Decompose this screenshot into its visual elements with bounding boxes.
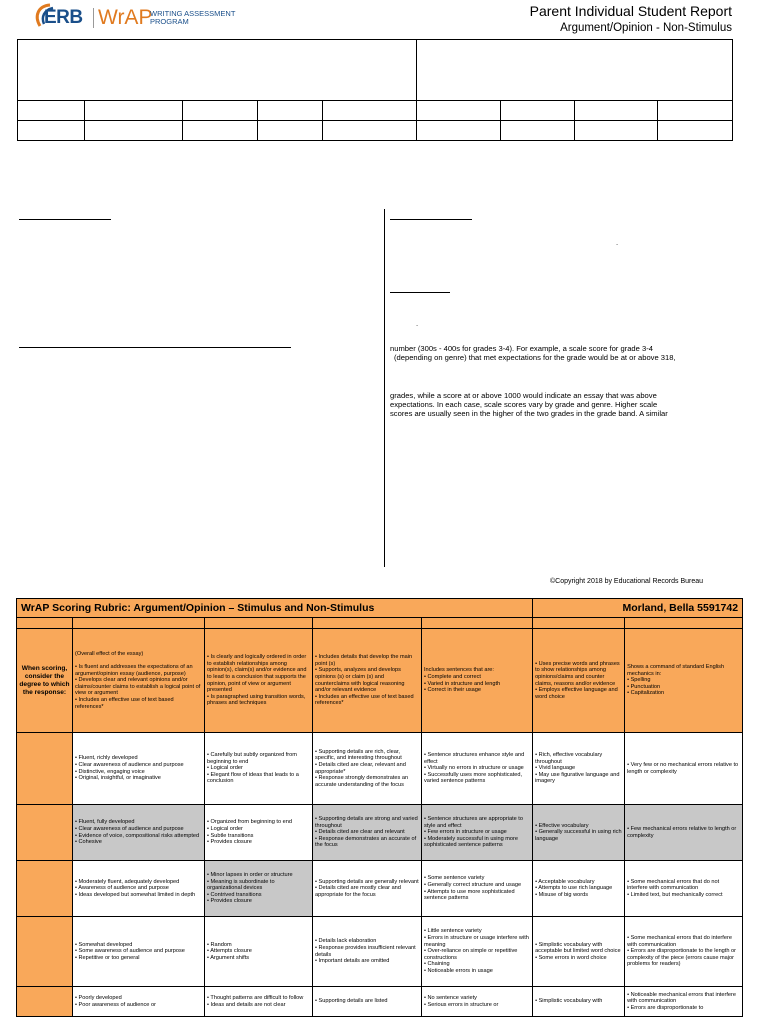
left-heading-rule-2 [19, 347, 291, 348]
criteria-word-choice [533, 629, 625, 733]
score-level-cell [17, 917, 73, 987]
descriptor-item: • May use figurative language and imagery [535, 771, 620, 785]
criteria-item: • Includes an effective use of text based references* [315, 693, 414, 707]
descriptor-item: • Ideas developed but somewhat limited in depth [75, 891, 196, 898]
stray-dot-1: . [616, 238, 619, 247]
rubric-descriptor-cell [73, 861, 205, 917]
criteria-item: (Overall effect of the essay) [75, 650, 144, 657]
scale-score-line-1: number (300s - 400s for grades 3-4). For example, a scale score for grade 3-4 [390, 344, 653, 353]
descriptor-item: • Fluent, richly developed [75, 755, 138, 762]
grades-line-2: expectations. In each case, scale scores vary by grade and genre. Higher scale [390, 400, 658, 409]
criteria-item: • Correct in their usage [424, 687, 481, 694]
right-heading-rule-1 [390, 219, 472, 220]
descriptor-item: • Provides closure [207, 898, 252, 905]
descriptor-item: • Vivid language [535, 765, 576, 772]
descriptor-item: • Clear awareness of audience and purpose [75, 825, 184, 832]
rubric-descriptor-cell [625, 987, 743, 1017]
grades-paragraph [390, 391, 740, 418]
rubric-descriptor-cell [73, 805, 205, 861]
rubric-descriptor-cell [533, 861, 625, 917]
descriptor-item: • Effective vocabulary [535, 822, 589, 829]
criteria-overall [73, 629, 205, 733]
descriptor-item: • Few mechanical errors relative to length or complexity [627, 825, 737, 839]
descriptor-item: • Cohesive [75, 839, 102, 846]
descriptor-item: • Serious errors in structure or [424, 1001, 499, 1008]
criteria-item: • Includes an effective use of text based references* [75, 696, 174, 710]
criteria-item: • Varied in structure and length [424, 680, 501, 687]
criteria-sentence-structure [422, 629, 533, 733]
rubric-criteria-row [17, 629, 743, 733]
descriptor-item: • Generally successful in using rich language [535, 829, 622, 842]
descriptor-item: • Some errors in word choice [535, 954, 607, 961]
scale-score-paragraph [390, 344, 740, 362]
grades-line-3: scores are usually seen in the higher of the two grades in the grade band. A similar [390, 409, 668, 418]
rubric-descriptor-cell [205, 733, 313, 805]
descriptor-item: • Organized from beginning to end [207, 819, 292, 826]
descriptor-item: • Acceptable vocabulary [535, 878, 595, 885]
rubric-criteria-label: When scoring, consider the degree to which the response: [17, 629, 73, 733]
descriptor-item: • Logical order [207, 825, 243, 832]
criteria-item: Includes sentences that are: [424, 667, 494, 674]
rubric-descriptor-cell [422, 917, 533, 987]
descriptor-item: • Very few or no mechanical errors relative to length or complexity [627, 761, 739, 775]
descriptor-item: • Original, insightful, or imaginative [75, 775, 161, 782]
descriptor-item: • Attempts to use rich language [535, 885, 613, 892]
rubric-descriptor-cell [313, 987, 422, 1017]
descriptor-item: • No sentence variety [424, 994, 477, 1001]
descriptor-item: • Somewhat developed [75, 941, 133, 948]
wrap-logo-subtitle-line1: WRITING ASSESSMENT [150, 9, 236, 18]
descriptor-item: • Important details are omitted [315, 958, 390, 965]
descriptor-item: • Errors are disproportionate to [627, 1004, 704, 1011]
criteria-item: • Supports, analyzes and develops opinions (s) or claim (s) and counterclaims with logical reasoning and/or relevant evidence [315, 667, 405, 694]
criteria-mechanics [625, 629, 743, 733]
descriptor-item: • Response strongly demonstrates an accurate understanding of the focus [315, 775, 409, 788]
descriptor-item: • Some sentence variety [424, 875, 485, 882]
descriptor-item: • Evidence of voice, compositional risks attempted [75, 832, 200, 839]
descriptor-item: • Clear awareness of audience and purpose [75, 761, 184, 768]
rubric-descriptor-cell [625, 917, 743, 987]
descriptor-item: • Fluent, fully developed [75, 819, 135, 826]
descriptor-item: • Attempts to use more sophisticated sentence patterns [424, 888, 515, 902]
logo-divider [93, 8, 94, 28]
rubric-title: WrAP Scoring Rubric: Argument/Opinion – Stimulus and Non-Stimulus [17, 599, 533, 618]
descriptor-item: • Minor lapses in order or structure [207, 872, 293, 879]
descriptor-item: • Misuse of big words [535, 891, 589, 898]
descriptor-item: • Limited text, but mechanically correct [627, 891, 723, 898]
descriptor-item: • Noticeable mechanical errors that interfere with communication [627, 991, 736, 1005]
rubric-descriptor-cell [313, 917, 422, 987]
descriptor-item: • Repetitive or too general [75, 954, 140, 961]
report-title: Parent Individual Student Report [529, 3, 732, 19]
criteria-item: • Punctuation [627, 683, 661, 690]
criteria-item: • Employs effective language and word choice [535, 687, 618, 700]
descriptor-item: • Contrived transitions [207, 891, 262, 898]
criteria-item: • Includes details that develop the main point (s) [315, 654, 413, 667]
criteria-item: • Capitalization [627, 690, 665, 697]
descriptor-item: • Generally correct structure and usage [424, 881, 522, 888]
rubric-score-row [17, 861, 743, 917]
rubric-descriptor-cell [533, 733, 625, 805]
rubric-descriptor-cell [313, 861, 422, 917]
descriptor-item: • Little sentence variety [424, 928, 482, 935]
criteria-support [313, 629, 422, 733]
rubric-descriptor-cell [73, 733, 205, 805]
descriptor-item: • Response demonstrates an accurate of the focus [315, 835, 417, 849]
rubric-descriptor-cell [533, 917, 625, 987]
descriptor-item: • Moderately successful in using more sophisticated sentence patterns [424, 835, 518, 849]
rubric-score-row [17, 733, 743, 805]
descriptor-item: • Awareness of audience and purpose [75, 885, 169, 892]
descriptor-item: • Supporting details are generally relevant [315, 878, 419, 885]
descriptor-item: • Simplistic vocabulary with acceptable but limited word choice [535, 941, 621, 955]
criteria-item: • Uses precise words and phrases to show relationships among opinions/claims and counter claims, reasons and/or evidence [535, 660, 620, 687]
wrap-logo-subtitle [150, 10, 235, 26]
rubric-title-row [17, 599, 743, 618]
descriptor-item: • Errors in structure or usage interfere with meaning [424, 935, 529, 948]
grades-line-1: grades, while a score at or above 1000 would indicate an essay that was above [390, 391, 657, 400]
descriptor-item: • Details lack elaboration [315, 938, 377, 945]
rubric-descriptor-cell [73, 987, 205, 1017]
descriptor-item: • Details cited are mostly clear and appropriate for the focus [315, 885, 401, 898]
student-name-id: Morland, Bella 5591742 [533, 599, 743, 618]
rubric-descriptor-cell [422, 733, 533, 805]
wrap-logo-text: WrAP [98, 6, 153, 29]
descriptor-item: • Random [207, 941, 232, 948]
report-subtitle: Argument/Opinion - Non-Stimulus [560, 22, 732, 34]
rubric-descriptor-cell [313, 805, 422, 861]
score-level-cell [17, 733, 73, 805]
descriptor-item: • Distinctive, engaging voice [75, 768, 145, 775]
erb-wrap-logo [30, 2, 260, 32]
descriptor-item: • Sentence structures enhance style and effect [424, 752, 525, 765]
descriptor-item: • Noticeable errors in usage [424, 967, 493, 974]
rubric-descriptor-cell [533, 805, 625, 861]
score-level-cell [17, 805, 73, 861]
criteria-item: • Is fluent and addresses the expectations of an argument/opinion essay (audience, purpose) [75, 664, 193, 677]
criteria-item: Shows a command of standard English mechanics in: [627, 664, 725, 677]
criteria-item: • Develops clear and relevant opinions and/or claims/counter claims to establish a logical point of view or argument [75, 677, 201, 697]
criteria-item: • Is clearly and logically ordered in order to establish relationships among opinion(s), claim(s) and/or evidence and to lead to a conclusion that supports the opinion, point of view or argument presented [207, 654, 307, 694]
rubric-descriptor-cell [625, 861, 743, 917]
descriptor-item: • Attempts closure [207, 948, 252, 955]
rubric-spacer-row [17, 618, 743, 629]
column-divider [384, 209, 385, 567]
rubric-descriptor-cell [205, 861, 313, 917]
descriptor-item: • Few errors in structure or usage [424, 829, 507, 836]
descriptor-item: • Poor awareness of audience or [75, 1001, 156, 1008]
descriptor-item: • Logical order [207, 765, 243, 772]
left-heading-rule-1 [19, 219, 111, 220]
rubric-score-row [17, 805, 743, 861]
descriptor-item: • Poorly developed [75, 994, 122, 1001]
descriptor-item: • Errors are disproportionate to the length or complexity of the piece (errors cause major problems for readers) [627, 948, 736, 968]
descriptor-item: • Argument shifts [207, 954, 250, 961]
descriptor-item: • Successfully uses more sophisticated, varied sentence patterns [424, 771, 523, 785]
descriptor-item: • Virtually no errors in structure or usage [424, 765, 524, 772]
rubric-descriptor-cell [205, 917, 313, 987]
score-level-cell [17, 861, 73, 917]
stray-dot-2: . [416, 319, 419, 328]
descriptor-item: • Subtle transitions [207, 832, 254, 839]
rubric-score-row [17, 917, 743, 987]
rubric-descriptor-cell [422, 805, 533, 861]
descriptor-item: • Details cited are clear and relevant [315, 829, 405, 836]
criteria-item: • Is paragraphed using transition words, phrases and techniques [207, 693, 306, 707]
descriptor-item: • Details cited are clear, relevant and appropriate* [315, 761, 406, 775]
descriptor-item: • Elegant flow of ideas that leads to a conclusion [207, 771, 299, 785]
criteria-item: • Complete and correct [424, 673, 481, 680]
rubric-descriptor-cell [533, 987, 625, 1017]
descriptor-item: • Carefully but subtly organized from beginning to end [207, 752, 297, 765]
rubric-descriptor-cell [422, 987, 533, 1017]
descriptor-item: • Supporting details are rich, clear, specific, and interesting throughout [315, 748, 402, 762]
descriptor-item: • Meaning is subordinate to organizational devices [207, 878, 275, 892]
right-heading-rule-2 [390, 292, 450, 293]
criteria-organization [205, 629, 313, 733]
rubric-descriptor-cell [625, 805, 743, 861]
criteria-item: • Spelling [627, 677, 651, 684]
rubric-descriptor-cell [73, 917, 205, 987]
rubric-descriptor-cell [205, 805, 313, 861]
copyright-notice: ©Copyright 2018 by Educational Records Bureau [550, 578, 704, 585]
descriptor-item: • Some awareness of audience and purpose [75, 948, 185, 955]
scoring-rubric-table [16, 598, 743, 1017]
score-level-cell [17, 987, 73, 1017]
descriptor-item: • Some mechanical errors that do not interfere with communication [627, 878, 720, 892]
wrap-logo-subtitle-line2: PROGRAM [150, 17, 189, 26]
descriptor-item: • Moderately fluent, adequately developed [75, 878, 180, 885]
scale-score-line-2: (depending on genre) that met expectations for the grade would be at or above 318, [394, 353, 676, 362]
erb-logo-text: ERB [44, 7, 83, 28]
rubric-descriptor-cell [625, 733, 743, 805]
descriptor-item: • Sentence structures are appropriate to style and effect [424, 816, 523, 829]
descriptor-item: • Supporting details are strong and varied throughout [315, 816, 418, 829]
descriptor-item: • Rich, effective vocabulary throughout [535, 752, 603, 765]
rubric-score-row [17, 987, 743, 1017]
rubric-descriptor-cell [205, 987, 313, 1017]
descriptor-item: • Simplistic vocabulary with [535, 998, 603, 1005]
descriptor-item: • Some mechanical errors that do interfere with communication [627, 935, 732, 948]
rubric-descriptor-cell [422, 861, 533, 917]
descriptor-item: • Ideas and details are not clear [207, 1001, 286, 1008]
descriptor-item: • Thought patterns are difficult to follow [207, 994, 304, 1001]
descriptor-item: • Supporting details are listed [315, 998, 388, 1005]
descriptor-item: • Over-reliance on simple or repetitive constructions [424, 948, 518, 961]
descriptor-item: • Provides closure [207, 839, 252, 846]
descriptor-item: • Response provides insufficient relevant details [315, 944, 416, 958]
rubric-descriptor-cell [313, 733, 422, 805]
descriptor-item: • Chaining [424, 961, 450, 968]
